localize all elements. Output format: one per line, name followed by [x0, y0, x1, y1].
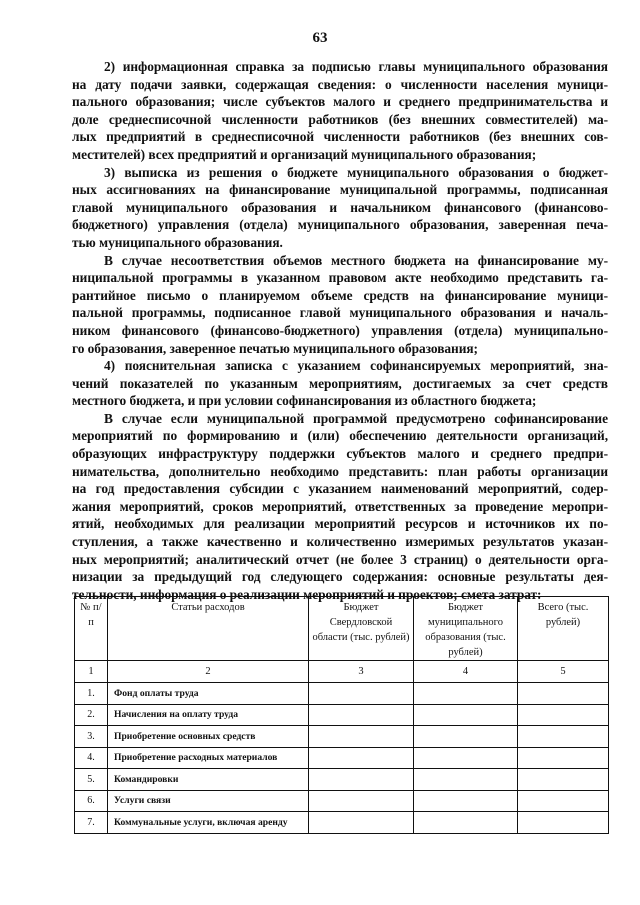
- column-number: 2: [108, 661, 309, 683]
- text-line: пальной программы, подписанное главой муниципального образования и началь-: [72, 305, 608, 321]
- text-line: В случае если муниципальной программой предусмотрено софинансирование: [104, 410, 608, 426]
- expense-item: Командировки: [108, 769, 309, 791]
- column-number: 1: [75, 661, 108, 683]
- regional-budget-cell: [309, 769, 414, 791]
- text-line: В случае несоответствия объемов местного бюджета на финансирование му-: [104, 252, 608, 268]
- municipal-budget-cell: [414, 683, 518, 705]
- text-line: ятий, необходимых для реализации мероприятий ресурсов и источников их по-: [72, 516, 608, 532]
- regional-budget-cell: [309, 726, 414, 748]
- total-cell: [518, 704, 609, 726]
- regional-budget-cell: [309, 790, 414, 812]
- column-number: 5: [518, 661, 609, 683]
- text-line: го образования, заверенное печатью муниципального образования;: [72, 340, 478, 356]
- expense-item: Начисления на оплату труда: [108, 704, 309, 726]
- text-line: доле среднесписочной численности работников (без внешних совместителей) ма-: [72, 111, 608, 127]
- text-line: местителей) всех предприятий и организаций муниципального образования;: [72, 146, 537, 162]
- text-line: тью муниципального образования.: [72, 234, 283, 250]
- text-line: местного бюджета, и при условии софинансирования из областного бюджета;: [72, 393, 537, 409]
- regional-budget-cell: [309, 812, 414, 834]
- expense-item: Коммунальные услуги, включая аренду: [108, 812, 309, 834]
- header-no: № п/п: [75, 597, 108, 661]
- text-line: главой муниципального образования и начальником финансового (финансово-: [72, 199, 608, 215]
- table-row: [75, 769, 609, 791]
- regional-budget-cell: [309, 683, 414, 705]
- total-cell: [518, 790, 609, 812]
- text-line: жания мероприятий, сроков мероприятий, ответственных за проведение меропри-: [72, 498, 608, 514]
- row-number: 6.: [75, 790, 108, 812]
- column-number: 4: [414, 661, 518, 683]
- text-line: лых предприятий в среднесписочной численности работников (без внешних сов-: [72, 129, 608, 145]
- text-line: образующих инфраструктуру поддержки субъектов малого и среднего предпри-: [72, 446, 608, 462]
- total-cell: [518, 769, 609, 791]
- text-line: ниципальной программы в указанном правовом акте необходимо представить га-: [72, 270, 608, 286]
- row-number: 7.: [75, 812, 108, 834]
- text-line: ных мероприятий; аналитический отчет (не более 3 страниц) о деятельности орга-: [72, 551, 608, 567]
- text-line: на дату подачи заявки, содержащая сведения: о численности населения муници-: [72, 76, 608, 92]
- table-body: [75, 683, 609, 834]
- text-line: бюджетного) управления (отдела) муниципального образования, заверенная печа-: [72, 217, 608, 233]
- total-cell: [518, 683, 609, 705]
- expense-item: Фонд оплаты труда: [108, 683, 309, 705]
- text-line: 2) информационная справка за подписью главы муниципального образования: [104, 59, 608, 74]
- page-number: 63: [312, 30, 328, 46]
- regional-budget-cell: [309, 704, 414, 726]
- header-total: Всего (тыс. рублей): [518, 597, 609, 661]
- municipal-budget-cell: [414, 769, 518, 791]
- column-number-row: [75, 661, 609, 683]
- table-row: [75, 683, 609, 705]
- text-line: пального образования; числе субъектов малого и среднего предпринимательства и: [72, 94, 608, 110]
- municipal-budget-cell: [414, 704, 518, 726]
- expense-item: Услуги связи: [108, 790, 309, 812]
- total-cell: [518, 726, 609, 748]
- municipal-budget-cell: [414, 812, 518, 834]
- row-number: 4.: [75, 747, 108, 769]
- text-line: рантийное письмо о планируемом объеме средств на финансирование муници-: [72, 287, 608, 303]
- expense-item: Приобретение основных средств: [108, 726, 309, 748]
- row-number: 2.: [75, 704, 108, 726]
- municipal-budget-cell: [414, 747, 518, 769]
- expense-item: Приобретение расходных материалов: [108, 747, 309, 769]
- table-row: [75, 812, 609, 834]
- regional-budget-cell: [309, 747, 414, 769]
- municipal-budget-cell: [414, 790, 518, 812]
- text-line: на год предоставления субсидии с указанием наименований мероприятий, содер-: [72, 481, 608, 497]
- row-number: 3.: [75, 726, 108, 748]
- table-header-row: [75, 597, 609, 661]
- table-row: [75, 790, 609, 812]
- header-item: Статьи расходов: [108, 597, 309, 661]
- text-line: ных ассигнованиях на финансирование муниципальной программы, подписанная: [72, 182, 608, 198]
- column-number: 3: [309, 661, 414, 683]
- text-line: чений показателей по указанным мероприятиям, достигаемых за счет средств: [72, 375, 608, 391]
- text-line: низации за предыдущий год следующего содержания: основные результаты дея-: [72, 569, 608, 585]
- text-line: тельности, информация о реализации мероприятий и проектов; смета затрат:: [72, 586, 542, 602]
- municipal-budget-cell: [414, 726, 518, 748]
- header-municipal-budget: Бюджет муниципального образования (тыс. рублей): [414, 597, 518, 661]
- header-regional-budget: Бюджет Свердловской области (тыс. рублей): [309, 597, 414, 661]
- text-line: нимательства, дополнительно необходимо представить: план работы организации: [72, 463, 608, 479]
- table-row: [75, 726, 609, 748]
- table-row: [75, 704, 609, 726]
- text-line: ником финансового (финансово-бюджетного) управления (отдела) муниципально-: [72, 322, 608, 338]
- text-line: 3) выписка из решения о бюджете муниципального образования о бюджет-: [104, 164, 608, 180]
- row-number: 5.: [75, 769, 108, 791]
- table-row: [75, 747, 609, 769]
- row-number: 1.: [75, 683, 108, 705]
- body-text: [72, 58, 608, 603]
- total-cell: [518, 812, 609, 834]
- cost-estimate-table: [74, 596, 609, 834]
- text-line: мероприятий по формированию и (или) обеспечению деятельности организаций,: [72, 428, 608, 444]
- text-line: 4) пояснительная записка с указанием софинансируемых мероприятий, зна-: [104, 358, 608, 374]
- total-cell: [518, 747, 609, 769]
- text-line: ступления, а также качественно и количественно измеримых результатов указан-: [72, 534, 608, 550]
